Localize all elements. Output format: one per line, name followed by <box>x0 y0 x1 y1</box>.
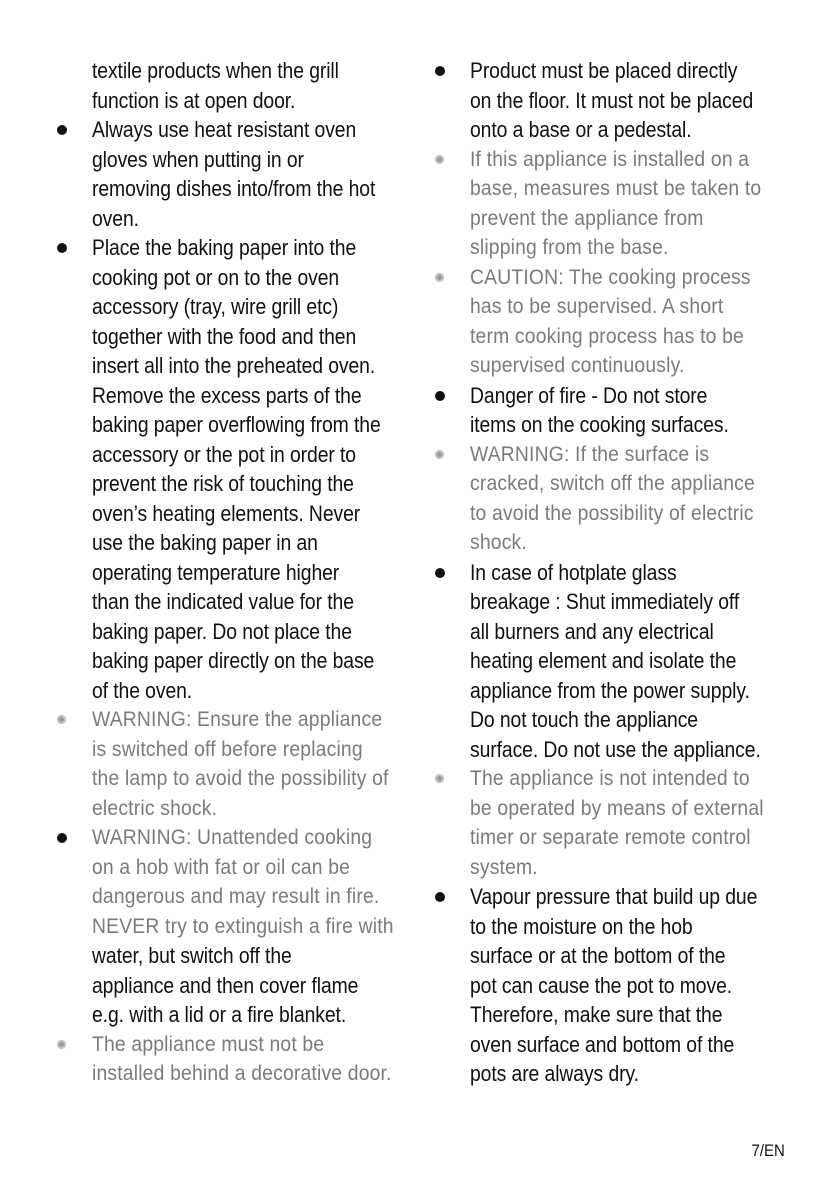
text-line: water, but switch off the <box>92 943 292 968</box>
text-line: WARNING: Unattended cooking <box>92 826 373 849</box>
text-line: Therefore, make sure that the <box>470 1002 723 1027</box>
text-line: appliance from the power supply. <box>470 677 750 703</box>
text-line: baking paper. Do not place the <box>92 618 352 644</box>
bullet-dot-icon <box>435 450 444 459</box>
text-line: is switched off before replacing <box>92 737 363 761</box>
text-line: Do not touch the appliance <box>470 707 698 732</box>
bullet-dot-icon <box>435 774 444 783</box>
text-line: than the indicated value for the <box>92 589 354 614</box>
text-line: base, measures must be taken to <box>470 177 762 200</box>
bullet-dot-icon <box>57 715 66 724</box>
text-line: appliance and then cover flame <box>92 972 359 998</box>
bullet-dot-icon <box>57 125 67 135</box>
text-line: be operated by means of external <box>470 796 764 820</box>
text-line: surface. Do not use the appliance. <box>470 736 761 762</box>
text-line: Place the baking paper into the <box>92 235 357 260</box>
text-line: baking paper directly on the base <box>92 648 375 673</box>
text-line: items on the cooking surfaces. <box>470 412 729 437</box>
text-line: e.g. with a lid or a fire blanket. <box>92 1002 347 1027</box>
text-line: textile products when the grill <box>92 58 339 83</box>
text-line: shock. <box>470 531 527 554</box>
text-line: prevent the risk of touching the <box>92 471 354 496</box>
text-line: oven’s heating elements. Never <box>92 500 361 526</box>
text-line: function is at open door. <box>92 87 296 113</box>
text-line: prevent the appliance from <box>470 206 704 230</box>
text-line: accessory (tray, wire grill etc) <box>92 294 339 319</box>
text-line: In case of hotplate glass <box>470 559 677 585</box>
text-line: Danger of fire - Do not store <box>470 382 708 408</box>
bullet-dot-icon <box>435 391 445 401</box>
bullet-dot-icon <box>57 243 67 253</box>
text-line: removing dishes into/from the hot <box>92 176 376 201</box>
text-line: WARNING: Ensure the appliance <box>92 708 383 731</box>
text-line: insert all into the preheated oven. <box>92 353 376 378</box>
bullet-dot-icon <box>435 568 445 578</box>
text-line: installed behind a decorative door. <box>92 1062 392 1085</box>
text-line: Always use heat resistant oven <box>92 117 357 142</box>
bullet-dot-icon <box>435 273 444 282</box>
text-line: pots are always dry. <box>470 1061 639 1086</box>
bullet-dot-icon <box>57 833 67 843</box>
text-line: breakage : Shut immediately off <box>470 589 740 614</box>
text-line: dangerous and may result in fire. <box>92 885 380 908</box>
text-line: to avoid the possibility of electric <box>470 501 754 525</box>
text-line: CAUTION: The cooking process <box>470 265 751 289</box>
text-line: supervised continuously. <box>470 354 685 377</box>
text-line: The appliance must not be <box>92 1032 325 1056</box>
text-line: cooking pot or on to the oven <box>92 264 340 290</box>
page-number: 7/EN <box>751 1141 785 1160</box>
text-line: accessory or the pot in order to <box>92 441 356 467</box>
bullet-dot-icon <box>57 1040 66 1049</box>
text-line: use the baking paper in an <box>92 530 318 555</box>
text-line: on the floor. It must not be placed <box>470 87 754 113</box>
text-line: Product must be placed directly <box>470 58 738 83</box>
text-line: Vapour pressure that build up due <box>470 884 758 909</box>
text-line: on a hob with fat or oil can be <box>92 855 351 879</box>
text-line: The appliance is not intended to <box>470 767 750 790</box>
bullet-dot-icon <box>435 155 444 164</box>
text-line: timer or separate remote control <box>470 826 751 849</box>
bullet-dot-icon <box>435 892 445 902</box>
text-line: baking paper overflowing from the <box>92 412 381 437</box>
text-line: cracked, switch off the appliance <box>470 472 755 495</box>
text-line: heating element and isolate the <box>470 648 737 673</box>
text-line: If this appliance is installed on a <box>470 147 750 171</box>
text-line: pot can cause the pot to move. <box>470 972 733 998</box>
text-line: oven. <box>92 205 139 231</box>
bullet-dot-icon <box>435 66 445 76</box>
text-line: term cooking process has to be <box>470 324 745 348</box>
text-line: to the moisture on the hob <box>470 913 693 939</box>
text-line: of the oven. <box>92 677 193 703</box>
text-line: surface or at the bottom of the <box>470 943 726 968</box>
text-line: has to be supervised. A short <box>470 295 724 318</box>
text-line: gloves when putting in or <box>92 146 304 172</box>
text-line: NEVER try to extinguish a fire with <box>92 914 394 938</box>
text-line: Remove the excess parts of the <box>92 382 362 408</box>
text-line: system. <box>470 855 538 879</box>
text-line: slipping from the base. <box>470 236 669 259</box>
text-line: electric shock. <box>92 796 218 820</box>
text-line: the lamp to avoid the possibility of <box>92 767 389 790</box>
text-line: operating temperature higher <box>92 559 340 585</box>
text-line: oven surface and bottom of the <box>470 1031 735 1057</box>
text-line: all burners and any electrical <box>470 618 714 644</box>
text-line: WARNING: If the surface is <box>470 442 710 466</box>
text-line: onto a base or a pedestal. <box>470 117 692 142</box>
text-line: together with the food and then <box>92 323 357 349</box>
